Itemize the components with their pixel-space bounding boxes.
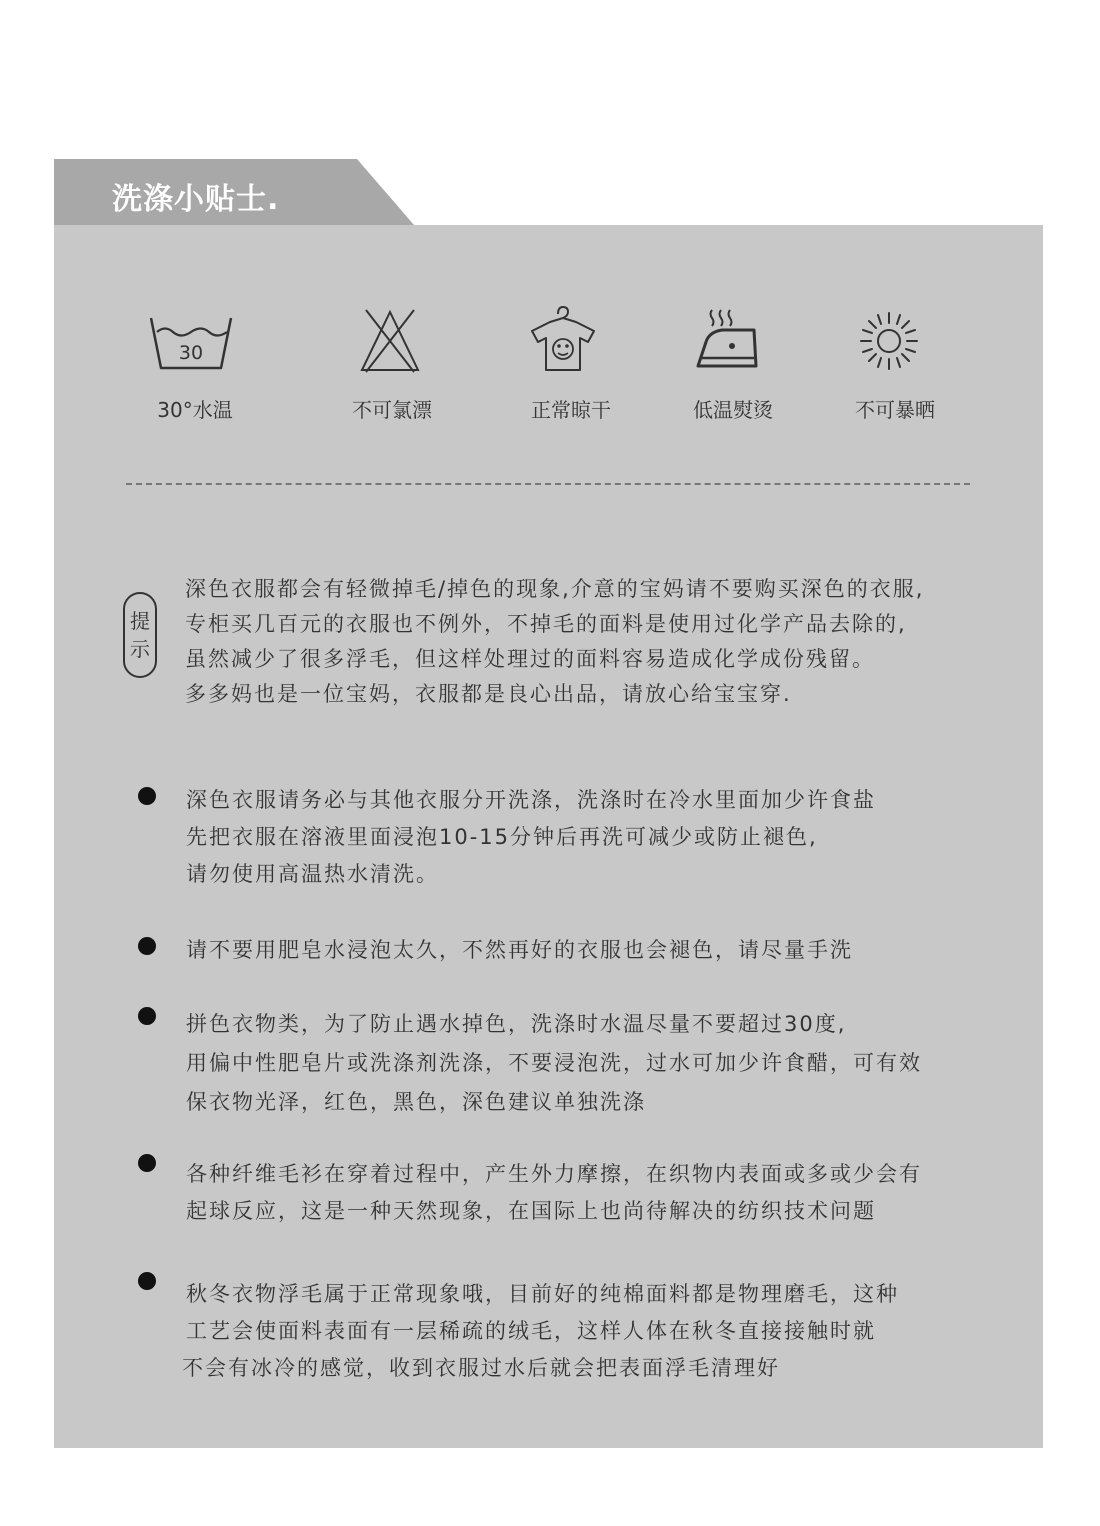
paragraph-line: 保衣物光泽，红色，黑色，深色建议单独洗涤 — [186, 1090, 646, 1114]
bullet-dot — [138, 1007, 156, 1025]
paragraph-line: 不会有冰冷的感觉，收到衣服过水后就会把表面浮毛清理好 — [182, 1356, 780, 1380]
tip-line: 多多妈也是一位宝妈，衣服都是良心出品，请放心给宝宝穿. — [185, 682, 792, 706]
care-label-dry: 正常晾干 — [531, 398, 611, 422]
care-label-sun: 不可暴晒 — [855, 398, 935, 422]
paragraph-line: 深色衣服请务必与其他衣服分开洗涤，洗涤时在冷水里面加少许食盐 — [186, 788, 876, 812]
paragraph-line: 请不要用肥皂水浸泡太久，不然再好的衣服也会褪色，请尽量手洗 — [186, 938, 853, 962]
care-label-bleach: 不可氯漂 — [352, 398, 432, 422]
paragraph-line: 工艺会使面料表面有一层稀疏的绒毛，这样人体在秋冬直接接触时就 — [186, 1319, 876, 1343]
wash-30-badge: 30 — [178, 342, 204, 364]
wash-30-icon — [148, 312, 234, 372]
bullet-dot — [138, 787, 156, 805]
paragraph-line: 各种纤维毛衫在穿着过程中，产生外力摩擦，在织物内表面或多或少会有 — [186, 1162, 922, 1186]
care-label-wash: 30°水温 — [157, 398, 233, 422]
bullet-dot — [138, 1154, 156, 1172]
paragraph-line: 先把衣服在溶液里面浸泡10-15分钟后再洗可减少或防止褪色, — [186, 825, 818, 849]
care-paragraph — [186, 1005, 1046, 1122]
tip-line: 深色衣服都会有轻微掉毛/掉色的现象,介意的宝妈请不要购买深色的衣服, — [185, 577, 925, 601]
tip-badge-char: 提 — [130, 609, 150, 633]
low-iron-icon — [694, 306, 760, 370]
paragraph-line: 拼色衣物类，为了防止遇水掉色，洗涤时水温尽量不要超过30度, — [186, 1012, 847, 1036]
dashed-divider — [126, 483, 970, 485]
paragraph-line: 秋冬衣物浮毛属于正常现象哦，目前好的纯棉面料都是物理磨毛，这种 — [186, 1282, 899, 1306]
tip-line: 专柜买几百元的衣服也不例外，不掉毛的面料是使用过化学产品去除的, — [185, 612, 907, 636]
no-bleach-icon — [360, 308, 420, 374]
paragraph-line: 请勿使用高温热水清洗。 — [186, 862, 439, 886]
care-paragraph — [186, 932, 1046, 969]
page-title: 洗涤小贴士. — [112, 182, 280, 217]
paragraph-line: 起球反应，这是一种天然现象，在国际上也尚待解决的纺织技术问题 — [186, 1199, 876, 1223]
hang-dry-icon — [528, 304, 598, 374]
care-paragraph — [182, 1276, 1046, 1387]
care-label-iron: 低温熨烫 — [693, 398, 773, 422]
care-paragraph — [186, 782, 1046, 893]
tip-badge-char: 示 — [130, 637, 150, 661]
paragraph-line: 用偏中性肥皂片或洗涤剂洗涤，不要浸泡洗，过水可加少许食醋，可有效 — [186, 1051, 922, 1075]
tip-line: 虽然减少了很多浮毛，但这样处理过的面料容易造成化学成份残留。 — [185, 647, 875, 671]
bullet-dot — [138, 937, 156, 955]
tip-badge — [123, 592, 157, 678]
bullet-dot — [138, 1272, 156, 1290]
no-sun-icon — [858, 310, 920, 372]
tip-text — [185, 572, 1045, 712]
care-paragraph — [186, 1156, 1046, 1230]
